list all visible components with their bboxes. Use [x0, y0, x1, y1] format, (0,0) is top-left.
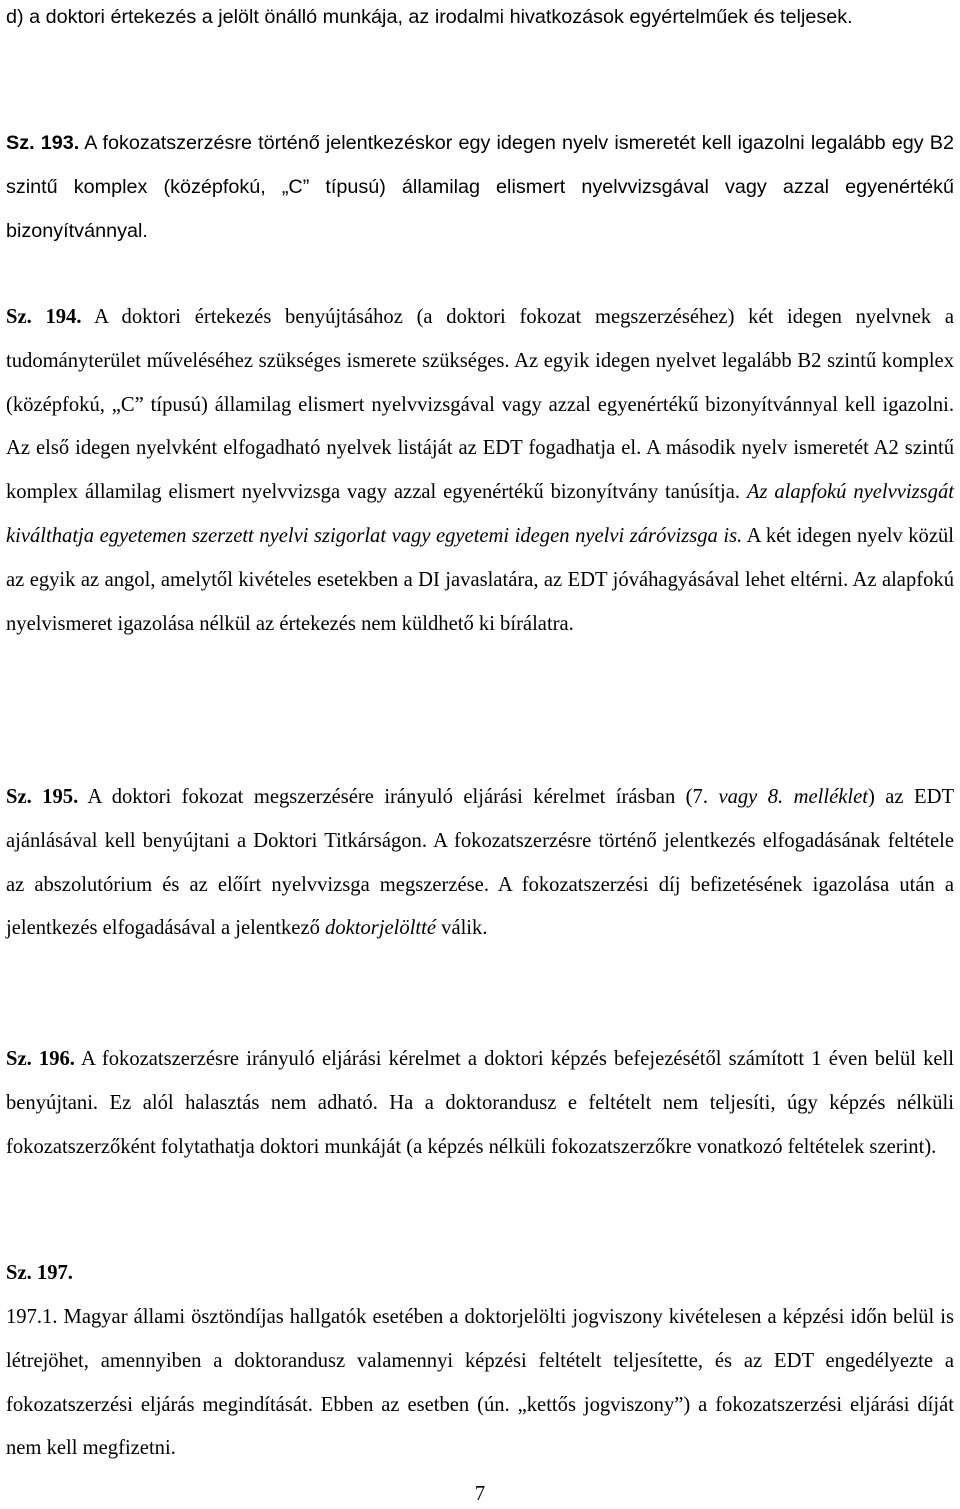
subsection-number: 197.1.: [6, 1306, 58, 1328]
paragraph-condition-d: [6, 0, 954, 40]
paragraph-sz-195: [6, 776, 954, 951]
paragraph-sz-194: [6, 296, 954, 646]
paragraph-text: válik.: [436, 917, 488, 940]
page-number: 7: [474, 1483, 486, 1505]
paragraph-text: A két idegen nyelv közül az egyik az angol, amelytől kivételes esetekben a DI javaslatára, az EDT jóváhagyásával lehet eltérni. Az alapfokú nyelvismeret igazolása nélkül az értekezés nem küldhető ki bírálatra.: [6, 524, 954, 635]
section-heading: Sz. 195.: [6, 786, 79, 808]
section-heading: Sz. 193.: [6, 132, 80, 154]
paragraph-sz-193: [6, 122, 954, 253]
paragraph-text: Magyar állami ösztöndíjas hallgatók esetében a doktorjelölti jogviszony kivételesen a képzési időn belül is létrejöhet, amennyiben a doktorandusz valamennyi képzési feltételt teljesítette, és az EDT engedélyezte a fokozatszerzési eljárás megindítását. Ebben az esetben (ún. „kettős jogviszony”) a fokozatszerzési eljárási díját nem kell megfizetni.: [6, 1306, 954, 1460]
section-heading: Sz. 196.: [6, 1048, 75, 1070]
italic-text: doktorjelöltté: [325, 917, 436, 940]
section-heading: Sz. 194.: [6, 306, 82, 328]
paragraph-sz-197-heading: [6, 1252, 954, 1296]
section-heading: Sz. 197.: [6, 1262, 73, 1284]
paragraph-text: ) az EDT ajánlásával kell benyújtani a Doktori Titkárságon. A fokozatszerzésre történő jelentkezés elfogadásának feltétele az abszolutórium és az előírt nyelvvizsga megszerzése. A fokozatszerzési díj befizetésének igazolása után a jelentkezés elfogadásával a jelentkező: [6, 786, 955, 940]
paragraph-text: A doktori fokozat megszerzésére irányuló eljárási kérelmet írásban (7.: [78, 786, 719, 808]
italic-text: vagy 8. melléklet: [718, 786, 868, 808]
paragraph-text: A fokozatszerzésre irányuló eljárási kérelmet a doktori képzés befejezésétől számított 1 éven belül kell benyújtani. Ez alól halasztás nem adható. Ha a doktorandusz e feltételt nem teljesíti, úgy képzés nélküli fokozatszerzőként folytathatja doktori munkáját (a képzés nélküli fokozatszerzőkre vonatkozó feltételek szerint).: [6, 1048, 955, 1158]
paragraph-text: d) a doktori értekezés a jelölt önálló munkája, az irodalmi hivatkozások egyértelműek és teljesek.: [6, 6, 853, 28]
paragraph-text: A fokozatszerzésre történő jelentkezéskor egy idegen nyelv ismeretét kell igazolni legalább egy B2 szintű komplex (középfokú, „C” típusú) államilag elismert nyelvvizsgával vagy azzal egyenértékű bizonyítvánnyal.: [6, 132, 954, 242]
italic-text: Az alapfokú nyelvvizsgát kiválthatja egyetemen szerzett nyelvi szigorlat vagy egyetemi idegen nyelvi záróvizsga is.: [6, 481, 954, 547]
paragraph-197-1: [6, 1296, 954, 1471]
paragraph-sz-196: [6, 1038, 954, 1169]
paragraph-text: A doktori értekezés benyújtásához (a doktori fokozat megszerzéséhez) két idegen nyelvnek a tudományterület műveléséhez szükséges ismerete szükséges. Az egyik idegen nyelvet legalább B2 szintű komplex (középfokú, „C” típusú) államilag elismert nyelvvizsgával vagy azzal egyenértékű bizonyítvánnyal kell igazolni. Az első idegen nyelvként elfogadható nyelvek listáját az EDT fogadhatja el. A második nyelv ismeretét A2 szintű komplex államilag elismert nyelvvizsga vagy azzal egyenértékű bizonyítvány tanúsítja.: [6, 306, 954, 504]
